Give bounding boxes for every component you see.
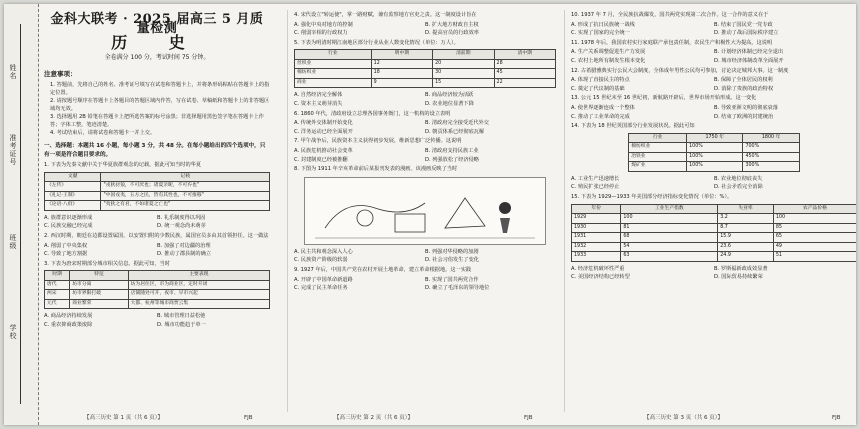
- table-cell: 300%: [743, 162, 799, 172]
- notice-item: 2. 请按题号顺序在答题卡上各题目的答题区域内作答，写在试卷、草稿纸和答题卡上的非答题区域均无效。: [50, 97, 270, 112]
- option: B. 清政府支持民族工业: [425, 147, 479, 154]
- question-3-options: [44, 312, 270, 329]
- option: D. 社会习俗发生了变化: [425, 257, 479, 264]
- table-cell: 商业: [295, 78, 372, 88]
- section-heading: 一、选择题：本题共 16 小题，每小题 3 分，共 48 分。在每小题给出的四个选项中，只有一项是符合题目要求的。: [44, 142, 266, 158]
- page-2-code: FJB: [524, 415, 533, 421]
- option: B. 罗斯福新政成效显著: [714, 265, 768, 272]
- option: C. 导致了地方割据: [44, 251, 88, 258]
- option: A. 族群意识逐渐形成: [44, 214, 93, 221]
- question-15: 15. 下表为 1929—1933 年美国部分经济指标变化情况（单位：%）。: [571, 193, 733, 200]
- table-cell: 100%: [687, 162, 743, 172]
- notice-item: 4. 考试结束后，请将试卷和答题卡一并上交。: [50, 129, 156, 136]
- notice-item: 1. 答题前，先将自己的姓名、准考证号填写在试卷和答题卡上，并将条形码粘贴在答题卡上的指定位置。: [50, 81, 270, 96]
- table-cell: 3.2: [718, 214, 774, 224]
- option: D. 消除了贵族的政治特权: [714, 85, 774, 92]
- table-cell: 坊为居住区，市为商业区，定时开闭: [128, 280, 269, 290]
- question-14: 14. 下表为 18 世纪英国部分行业发展状况。据此可知: [571, 123, 695, 130]
- table-header: 清中期: [494, 50, 555, 60]
- option: D. 朝贡体系已经彻底瓦解: [425, 128, 485, 135]
- option: C. 推动了工业革命的完成: [571, 113, 630, 120]
- question-13-options: [571, 104, 856, 121]
- question-12-options: [571, 76, 856, 93]
- option: C. 削弱宰相的行政权力: [294, 30, 348, 37]
- page-3-code: FJB: [832, 415, 841, 421]
- table-cell: 45: [494, 69, 555, 79]
- subject-title: 历 史: [111, 33, 203, 53]
- question-14-options: [571, 175, 856, 192]
- table-cell: 68: [621, 233, 718, 243]
- table-cell: 元代: [45, 299, 70, 309]
- question-5: 5. 下表为明清时期江南地区部分行业从业人数变化情况（单位：万人）。: [294, 39, 459, 46]
- notice-item: 3. 选择题用 2B 铅笔在答题卡上把所选答案的标号涂黑；非选择题用黑色签字笔在答题卡上作答；字体工整，笔迹清楚。: [50, 113, 264, 128]
- table-cell: 28: [494, 59, 555, 69]
- binding-label-name: 姓名: [9, 64, 17, 80]
- table-cell: 丝织业: [295, 59, 372, 69]
- page-2: [287, 10, 556, 412]
- table-cell: 《论语·八佾》: [45, 201, 101, 211]
- table-header: 明中期: [371, 50, 432, 60]
- option: C. 完成了民主革命任务: [294, 285, 348, 292]
- option: D. 农业地位显著下降: [425, 100, 474, 107]
- option: D. 结束了欧洲的封建统治: [714, 113, 774, 120]
- question-2: 2. 西汉时期，朝廷在边郡设置属国，以安置归附的少数民族，属国官员多由其首领担任。这一做法: [44, 232, 269, 239]
- table-cell: 大都、杭州等城市商贾云集: [128, 299, 269, 309]
- option: B. 清政府完全接受近代外交: [425, 120, 489, 127]
- option: A. 传统外交体制开始变化: [294, 120, 353, 127]
- table-header: 行业: [629, 133, 687, 143]
- table-cell: 两宋: [45, 290, 70, 300]
- question-4: 4. 宋代设立"转运使"，掌一路财赋，兼有监察地方官吏之责。这一制度设计旨在: [294, 12, 477, 18]
- table-header: 清前期: [433, 50, 494, 60]
- binding-margin: [4, 4, 39, 425]
- table-cell: 100%: [687, 143, 743, 153]
- option: C. 殖民扩张已经停止: [571, 184, 620, 191]
- table-cell: 9: [371, 78, 432, 88]
- option: A. 工业生产迅速增长: [571, 175, 620, 182]
- table-cell: 1929: [572, 214, 621, 224]
- table-cell: 49: [773, 242, 856, 252]
- table-cell: 15.9: [718, 233, 774, 243]
- option: A. 体现了直接民主的特点: [571, 77, 630, 84]
- question-3-table: [44, 270, 270, 309]
- question-9: 9. 1927 年后，中国共产党在农村开展土地革命，建立革命根据地。这一实践: [294, 266, 472, 273]
- table-header: 失业率: [718, 204, 774, 214]
- table-cell: 冶铁业: [629, 152, 687, 162]
- table-cell: 1931: [572, 233, 621, 243]
- page-3: [564, 10, 856, 412]
- question-4-options: [294, 21, 556, 38]
- option: C. 封建制度已经被推翻: [294, 156, 348, 163]
- page-3-footer: 【高三历史 第 3 页（共 6 页）】: [644, 415, 723, 421]
- option: A. 使世界逐渐连成一个整体: [571, 104, 635, 111]
- table-cell: 30: [433, 69, 494, 79]
- option: D. 城市经济体制改革全面展开: [714, 57, 784, 64]
- question-9-options: [294, 276, 556, 293]
- option: A. 商品经济持续发展: [44, 313, 93, 320]
- question-11: 11. 1978 年后，我国农村实行家庭联产承包责任制，农民生产积极性大为提高。这说明: [571, 39, 773, 46]
- option: A. 强化中央对地方的控制: [294, 21, 353, 28]
- option: D. 提高官员的行政效率: [425, 30, 479, 37]
- question-13: 13. 公元 15 世纪末至 16 世纪初，新航路开辟后，世界市场开始形成。这一变化: [571, 95, 757, 102]
- score-line: 全卷满分 100 分，考试时间 75 分钟。: [104, 53, 210, 61]
- option: C. 民族交融已经完成: [44, 223, 93, 230]
- question-10: 10. 1937 年 7 月，全民族抗战爆发，国共两党实现第二次合作。这一合作的意义在于: [571, 12, 769, 18]
- table-header: 1800 年: [743, 133, 799, 143]
- question-6-options: [294, 119, 556, 136]
- table-header: 行业: [295, 50, 372, 60]
- table-cell: 1930: [572, 223, 621, 233]
- notice-heading: 注意事项：: [44, 70, 77, 79]
- table-cell: 100: [621, 214, 718, 224]
- question-5-table: [294, 49, 556, 88]
- question-15-table: [571, 204, 856, 262]
- table-cell: 85: [773, 223, 856, 233]
- option: D. 社会矛盾完全消除: [714, 184, 763, 191]
- option: C. 实现了国家的完全统一: [571, 30, 630, 37]
- table-cell: 煤矿业: [629, 162, 687, 172]
- option: B. 计划经济体制已经完全退出: [714, 49, 784, 56]
- question-10-options: [571, 21, 856, 38]
- question-8: 8. 下图为 1911 年辛亥革命前后某报刊发表的漫画。该漫画反映了当时: [294, 166, 458, 173]
- option: A. 民主共和观念深入人心: [294, 248, 353, 255]
- table-header: 特征: [70, 271, 128, 281]
- question-7-options: [294, 147, 556, 164]
- table-cell: 1932: [572, 242, 621, 252]
- option: D. 推动了战后国际秩序建立: [714, 30, 779, 37]
- table-cell: 棉纺织业: [629, 143, 687, 153]
- question-3: 3. 下表为唐宋时期部分城市相关信息。据此可知，当时: [44, 260, 170, 267]
- question-8-options: [294, 248, 556, 265]
- table-header: 1750 年: [687, 133, 743, 143]
- option: B. 实现了国共两党合作: [425, 276, 479, 283]
- table-cell: 700%: [743, 143, 799, 153]
- table-cell: 《礼记·王制》: [45, 191, 101, 201]
- page-1-code: FJB: [244, 415, 253, 421]
- table-cell: 1933: [572, 252, 621, 262]
- option: C. 美国经济结构已经转型: [571, 274, 630, 281]
- question-5-options: [294, 91, 556, 108]
- option: D. 国际贸易持续繁荣: [714, 274, 763, 281]
- option: B. 导致亚洲文明的彻底衰落: [714, 104, 778, 111]
- table-cell: "戎狄豺狼，不可厌也；诸夏亲昵，不可弃也": [101, 182, 270, 192]
- table-cell: 54: [621, 242, 718, 252]
- question-1-table: [44, 172, 270, 211]
- binding-label-school: 学校: [9, 324, 17, 340]
- option: B. 农业地位彻底丧失: [714, 175, 763, 182]
- question-6: 6. 1860 年代，清政府设立总理各国事务衙门，这一机构的设立表明: [294, 110, 451, 117]
- page-1-footer: 【高三历史 第 1 页（共 6 页）】: [84, 415, 163, 421]
- table-cell: 8.7: [718, 223, 774, 233]
- cartoon-drawing: [305, 178, 545, 244]
- option: A. 自然经济完全解体: [294, 92, 343, 99]
- option: A. 削弱了中央集权: [44, 242, 88, 249]
- table-header: 年份: [572, 204, 621, 214]
- binding-label-class: 班级: [9, 234, 17, 250]
- table-cell: 《左传》: [45, 182, 101, 192]
- table-cell: 51: [773, 252, 856, 262]
- table-cell: 店铺随处可开，夜市、早市兴起: [128, 290, 269, 300]
- exam-sheet: [4, 4, 856, 425]
- option: D. 城市功能趋于单一: [157, 321, 206, 328]
- option: C. 洋务运动已经全面展开: [294, 128, 353, 135]
- question-2-options: [44, 242, 270, 259]
- binding-line: [20, 24, 21, 404]
- option: B. 商品经济较为活跃: [425, 92, 474, 99]
- table-cell: 20: [433, 59, 494, 69]
- cartoon-illustration: [304, 177, 546, 245]
- table-cell: 15: [433, 78, 494, 88]
- question-11-options: [571, 48, 856, 65]
- option: D. 确立了毛泽东的领导地位: [425, 285, 490, 292]
- table-cell: "中国戎夷，五方之民，皆有其性也，不可推移": [101, 191, 270, 201]
- option: C. 民族资产阶级的软弱: [294, 257, 348, 264]
- option: D. 推动了郡县制的确立: [157, 251, 211, 258]
- page-1: [44, 10, 270, 412]
- question-1: 1. 下表为先秦文献中关于华夏族群观念的记载。据此可知当时的华夏: [44, 162, 202, 169]
- option: A. 经济危机破坏性严重: [571, 265, 625, 272]
- table-cell: 18: [371, 69, 432, 79]
- binding-label-exam-number: 准考证号: [9, 134, 17, 166]
- table-cell: 81: [621, 223, 718, 233]
- question-15-options: [571, 265, 856, 282]
- table-cell: 23.6: [718, 242, 774, 252]
- question-1-options: [44, 214, 270, 231]
- table-cell: 450%: [743, 152, 799, 162]
- table-cell: 100: [773, 214, 856, 224]
- question-7: 7. 甲午战争后，民族资本主义获得初步发展，维新思想广泛传播。这说明: [294, 138, 462, 145]
- exam-title: 金科大联考 · 2025 届高三 5 月质量检测: [50, 12, 264, 36]
- table-header: 农产品价格: [773, 204, 856, 214]
- question-14-table: [628, 133, 800, 172]
- option: A. 开辟了中国革命新道路: [294, 276, 353, 283]
- table-cell: 24.9: [718, 252, 774, 262]
- option: B. 加强了对边疆的治理: [157, 242, 211, 249]
- option: D. 统一观念尚未萌芽: [157, 223, 206, 230]
- table-cell: 商业繁荣: [70, 299, 128, 309]
- table-header: 文献: [45, 172, 101, 182]
- table-cell: 22: [494, 78, 555, 88]
- table-cell: 100%: [687, 152, 743, 162]
- option: D. 列强放松了经济侵略: [425, 156, 479, 163]
- option: B. 扩大地方财政自主权: [425, 21, 479, 28]
- option: A. 生产关系调整促进生产力发展: [571, 49, 646, 56]
- table-header: 记载: [101, 172, 270, 182]
- option: A. 形成了抗日民族统一战线: [571, 21, 635, 28]
- option: A. 民族危机推动社会变革: [294, 147, 353, 154]
- table-cell: "夷狄之有君，不如诸夏之亡也": [101, 201, 270, 211]
- option: C. 奠定了代议制的基础: [571, 85, 625, 92]
- option: B. 保障了全体居民的权利: [714, 77, 773, 84]
- option: B. 礼乐制度得以巩固: [157, 214, 206, 221]
- table-cell: 12: [371, 59, 432, 69]
- table-cell: 63: [621, 252, 718, 262]
- table-cell: 唐代: [45, 280, 70, 290]
- table-cell: 棉纺织业: [295, 69, 372, 79]
- page-2-footer: 【高三历史 第 2 页（共 6 页）】: [334, 415, 413, 421]
- option: C. 资本主义萌芽消失: [294, 100, 343, 107]
- option: B. 列强对华侵略的加剧: [425, 248, 479, 255]
- table-header: 主要表现: [128, 271, 269, 281]
- table-cell: 坊市分离: [70, 280, 128, 290]
- option: B. 城市管理日益松弛: [157, 313, 206, 320]
- table-header: 时期: [45, 271, 70, 281]
- question-12: 12. 古希腊雅典实行公民大会制度，全体成年男性公民均可参加，讨论决定城邦大事。这一制度: [571, 67, 789, 74]
- table-cell: 坊市界限打破: [70, 290, 128, 300]
- option: B. 结束了国民党一党专政: [714, 21, 773, 28]
- table-cell: 65: [773, 233, 856, 243]
- option: C. 农村土地所有制发生根本变化: [571, 57, 646, 64]
- option: C. 重农抑商政策废除: [44, 321, 93, 328]
- table-header: 工业生产指数: [621, 204, 718, 214]
